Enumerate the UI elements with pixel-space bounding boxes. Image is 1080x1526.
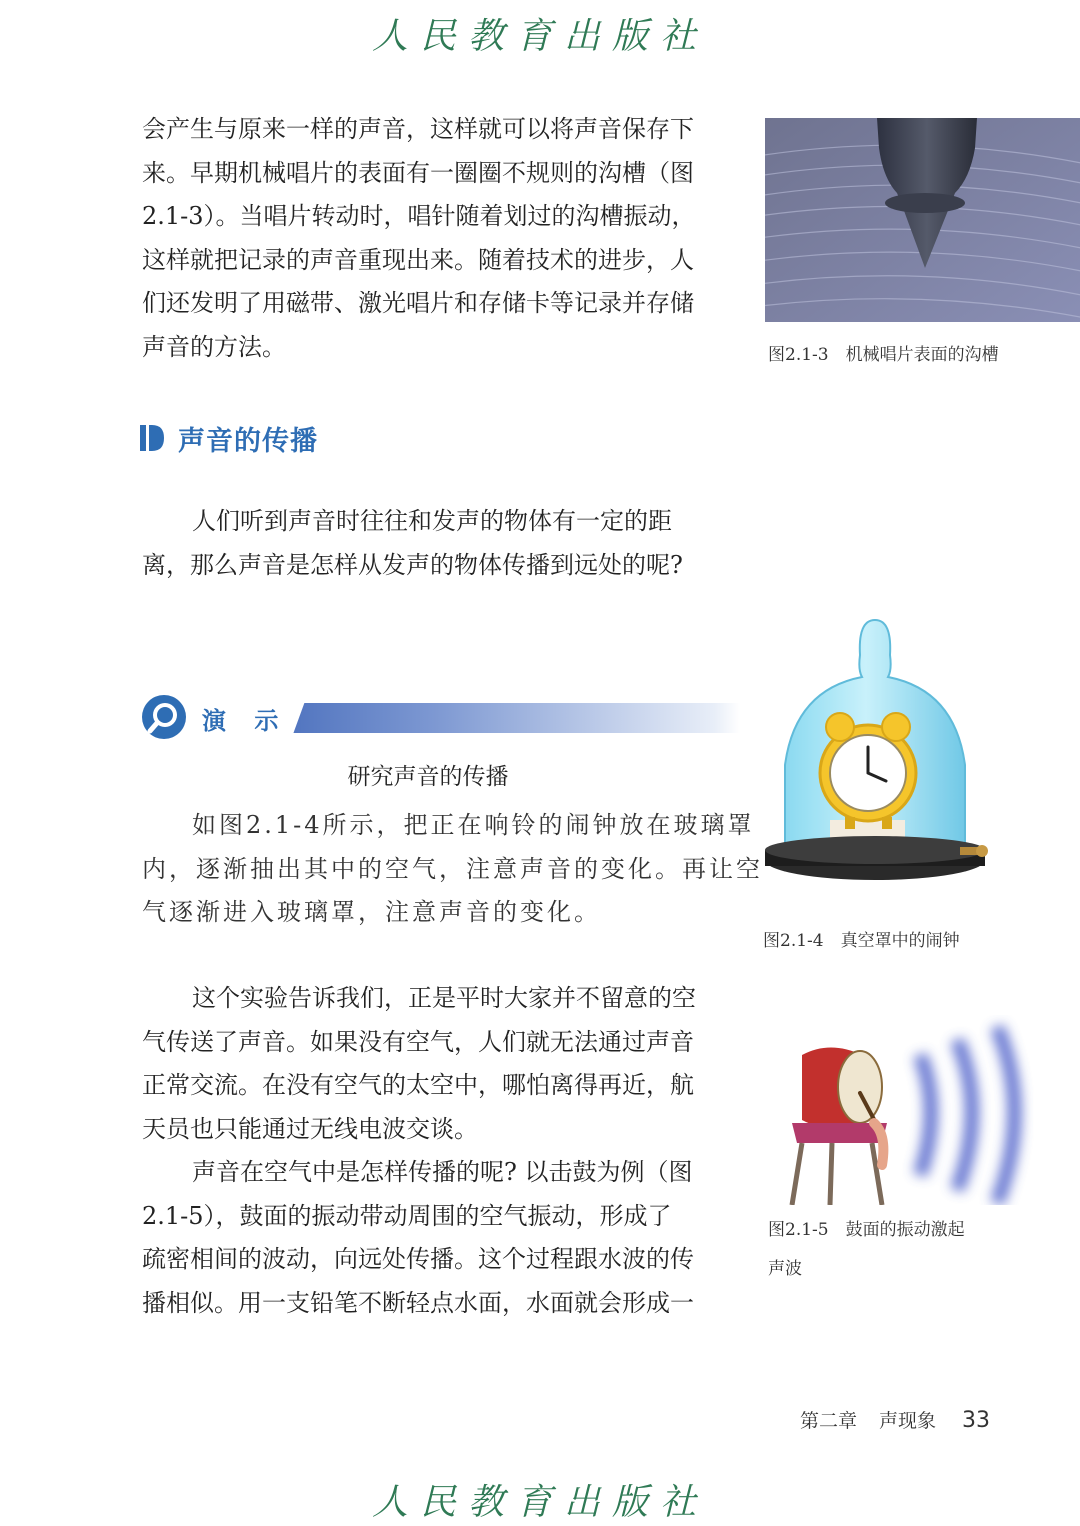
figure-caption: 图2.1-3 机械唱片表面的沟槽 (768, 345, 999, 365)
text-line: 天员也只能通过无线电波交谈。 (142, 1114, 478, 1143)
text-line: 们还发明了用磁带、激光唱片和存储卡等记录并存储 (142, 289, 694, 318)
text-line: 人们听到声音时往往和发声的物体有一定的距 (192, 507, 672, 535)
paragraph-drum-example (142, 1151, 714, 1325)
demo-subtitle: 研究声音的传播 (347, 764, 509, 790)
section-title: 声音的传播 (178, 425, 318, 457)
text-line: 2.1-5），鼓面的振动带动周围的空气振动，形成了 (142, 1201, 672, 1230)
text-line: 播相似。用一支铅笔不断轻点水面，水面就会形成一 (142, 1288, 694, 1317)
figure-caption: 图2.1-5 鼓面的振动激起 (768, 1220, 965, 1240)
paragraph-record-groove (142, 108, 714, 370)
page-number: 33 (962, 1408, 990, 1433)
text-line: 声音的方法。 (142, 332, 286, 361)
figure-caption: 图2.1-4 真空罩中的闹钟 (763, 931, 960, 951)
publisher-logo-top: 人民教育出版社 (371, 16, 708, 57)
text-line: 这样就把记录的声音重现出来。随着技术的进步，人 (142, 245, 694, 274)
section-heading (140, 418, 318, 458)
text-line: 来。早期机械唱片的表面有一圈圈不规则的沟槽（图 (142, 158, 694, 187)
paragraph-air-transmits (142, 977, 714, 1151)
text-line: 声音在空气中是怎样传播的呢? 以击鼓为例（图 (192, 1158, 693, 1186)
chapter-title: 声现象 (879, 1410, 937, 1432)
magnifier-icon (140, 693, 188, 741)
record-groove-photo (765, 118, 1080, 322)
page-footer (800, 1406, 990, 1433)
demo-banner-gradient (230, 703, 740, 733)
publisher-logo-bottom: 人民教育出版社 (371, 1482, 708, 1523)
text-line: 如图2.1-4所示，把正在响铃的闹钟放在玻璃罩 (192, 811, 755, 839)
demo-text (142, 804, 763, 935)
text-line: 2.1-3）。当唱片转动时，唱针随着划过的沟槽振动， (142, 202, 696, 231)
text-line: 正常交流。在没有空气的太空中，哪怕离得再近，航 (142, 1071, 694, 1100)
text-line: 会产生与原来一样的声音，这样就可以将声音保存下 (142, 115, 694, 143)
bell-jar-photo (760, 615, 990, 910)
demo-label: 演 示 (202, 707, 289, 735)
figure-caption: 声波 (768, 1259, 802, 1279)
demo-banner (140, 693, 740, 741)
section-marker-icon (140, 425, 164, 451)
drum-wave-illustration (782, 1015, 1052, 1205)
chapter-number: 第二章 (800, 1410, 858, 1432)
text-line: 气传送了声音。如果没有空气，人们就无法通过声音 (142, 1027, 694, 1056)
text-line: 内，逐渐抽出其中的空气，注意声音的变化。再让空 (142, 854, 763, 883)
text-line: 气逐渐进入玻璃罩，注意声音的变化。 (142, 898, 601, 927)
text-line: 离，那么声音是怎样从发声的物体传播到远处的呢? (142, 550, 683, 579)
text-line: 这个实验告诉我们，正是平时大家并不留意的空 (192, 984, 696, 1012)
text-line: 疏密相间的波动，向远处传播。这个过程跟水波的传 (142, 1245, 694, 1274)
paragraph-question (142, 500, 714, 587)
